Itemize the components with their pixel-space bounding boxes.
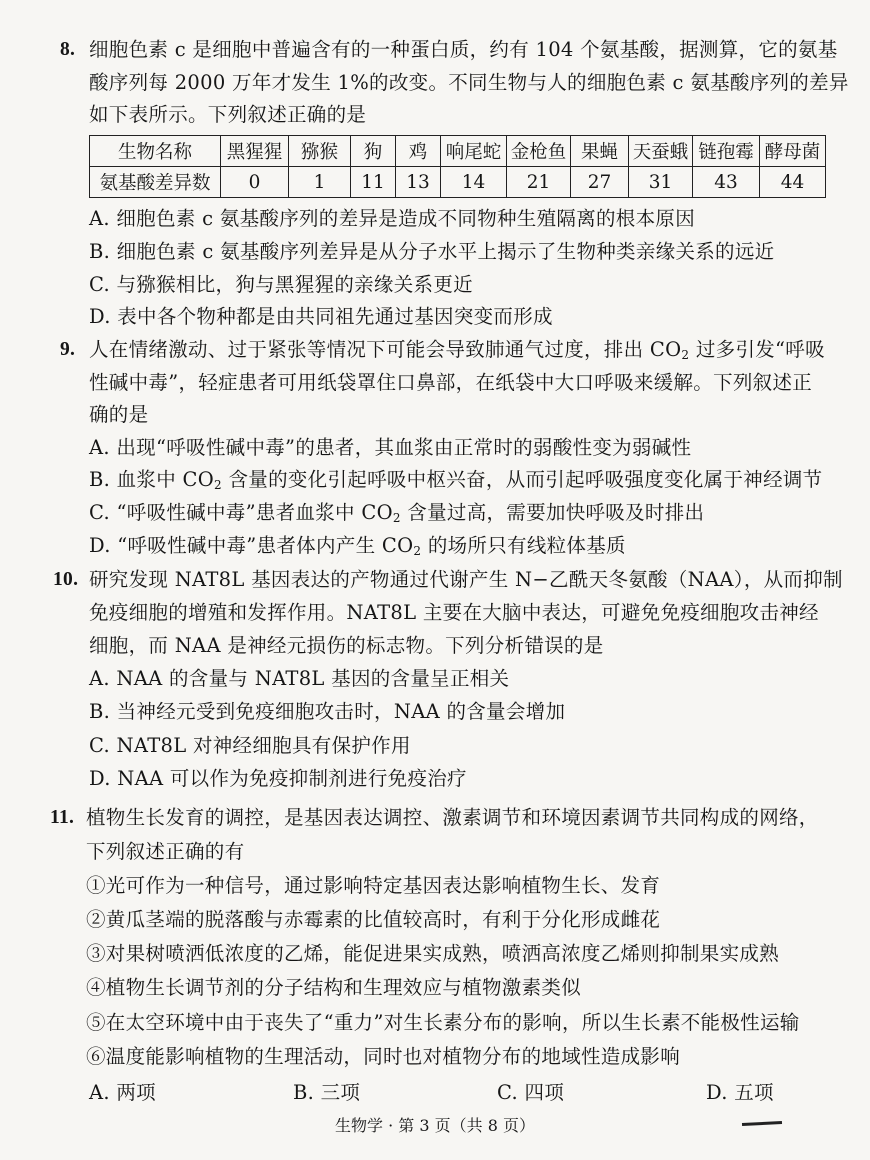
statement-item: ⑤在太空环境中由于丧失了“重力”对生长素分布的影响，所以生长素不能极性运输 bbox=[86, 1011, 800, 1034]
question-text-line: 研究发现 NAT8L 基因表达的产物通过代谢产生 N−乙酰天冬氨酸（NAA），从而抑制 bbox=[89, 568, 843, 591]
question-text-line: 如下表所示。下列叙述正确的是 bbox=[89, 103, 367, 126]
option-b: B. 三项 bbox=[293, 1081, 361, 1104]
table-cell: 31 bbox=[629, 167, 693, 198]
table-data-row bbox=[90, 167, 826, 198]
question-number: 8. bbox=[60, 39, 76, 60]
table-cell: 响尾蛇 bbox=[441, 136, 507, 167]
option-c: C. “呼吸性碱中毒”患者血浆中 $CO_2$ 含量过高，需要加快呼吸及时排出 bbox=[89, 501, 705, 525]
table-cell: 氨基酸差异数 bbox=[90, 167, 221, 198]
page-footer: 生物学 · 第 3 页（共 8 页） bbox=[335, 1116, 535, 1135]
statement-item: ①光可作为一种信号，通过影响特定基因表达影响植物生长、发育 bbox=[86, 874, 661, 897]
question-text-line: 人在情绪激动、过于紧张等情况下可能会导致肺通气过度，排出 $CO_2$ 过多引发“呼吸 bbox=[89, 338, 825, 362]
option-d: D. NAA 可以作为免疫抑制剂进行免疫治疗 bbox=[89, 767, 467, 790]
table-cell: 27 bbox=[571, 167, 629, 198]
table-cell: 43 bbox=[693, 167, 760, 198]
option-d: D. “呼吸性碱中毒”患者体内产生 $CO_2$ 的场所只有线粒体基质 bbox=[89, 534, 626, 558]
table-cell: 金枪鱼 bbox=[507, 136, 571, 167]
table-cell: 链孢霉 bbox=[693, 136, 760, 167]
statement-item: ③对果树喷洒低浓度的乙烯，能促进果实成熟，喷洒高浓度乙烯则抑制果实成熟 bbox=[86, 942, 780, 965]
option-c: C. NAT8L 对神经细胞具有保护作用 bbox=[89, 734, 411, 757]
question-text-line: 性碱中毒”，轻症患者可用纸袋罩住口鼻部，在纸袋中大口呼吸来缓解。下列叙述正 bbox=[89, 371, 813, 394]
table-cell: 13 bbox=[396, 167, 441, 198]
statement-item: ④植物生长调节剂的分子结构和生理效应与植物激素类似 bbox=[86, 976, 582, 999]
option-a: A. 两项 bbox=[89, 1081, 156, 1104]
table-cell: 21 bbox=[507, 167, 571, 198]
table-cell: 鸡 bbox=[396, 136, 441, 167]
option-d: D. 五项 bbox=[706, 1081, 774, 1104]
table-cell: 14 bbox=[441, 167, 507, 198]
option-b: B. 当神经元受到免疫细胞攻击时，NAA 的含量会增加 bbox=[89, 700, 566, 723]
table-cell: 黑猩猩 bbox=[221, 136, 289, 167]
question-number: 10. bbox=[53, 569, 79, 590]
question-text-line: 确的是 bbox=[89, 403, 149, 426]
table-cell: 天蚕蛾 bbox=[629, 136, 693, 167]
option-a: A. NAA 的含量与 NAT8L 基因的含量呈正相关 bbox=[89, 667, 510, 690]
question-number: 9. bbox=[60, 339, 76, 360]
option-b: B. 细胞色素 c 氨基酸序列差异是从分子水平上揭示了生物种类亲缘关系的远近 bbox=[89, 240, 775, 263]
statement-item: ②黄瓜茎端的脱落酸与赤霉素的比值较高时，有利于分化形成雌花 bbox=[86, 908, 661, 931]
option-c: C. 与猕猴相比，狗与黑猩猩的亲缘关系更近 bbox=[89, 273, 473, 296]
question-text-line: 免疫细胞的增殖和发挥作用。NAT8L 主要在大脑中表达，可避免免疫细胞攻击神经 bbox=[89, 601, 819, 624]
question-text-line: 下列叙述正确的有 bbox=[86, 840, 245, 863]
table-cell: 44 bbox=[760, 167, 826, 198]
option-a: A. 出现“呼吸性碱中毒”的患者，其血浆由正常时的弱酸性变为弱碱性 bbox=[89, 436, 692, 459]
table-cell: 11 bbox=[351, 167, 396, 198]
question-text-line: 植物生长发育的调控，是基因表达调控、激素调节和环境因素调节共同构成的网络， bbox=[86, 806, 819, 829]
table-cell: 生物名称 bbox=[90, 136, 221, 167]
table-cell: 猕猴 bbox=[289, 136, 351, 167]
table-cell: 0 bbox=[221, 167, 289, 198]
option-d: D. 表中各个物种都是由共同祖先通过基因突变而形成 bbox=[89, 305, 553, 328]
amino-acid-difference-table bbox=[89, 135, 826, 198]
option-a: A. 细胞色素 c 氨基酸序列的差异是造成不同物种生殖隔离的根本原因 bbox=[89, 207, 695, 230]
table-cell: 1 bbox=[289, 167, 351, 198]
option-b: B. 血浆中 $CO_2$ 含量的变化引起呼吸中枢兴奋，从而引起呼吸强度变化属于神经调节 bbox=[89, 468, 823, 492]
table-cell: 酵母菌 bbox=[760, 136, 826, 167]
statement-item: ⑥温度能影响植物的生理活动，同时也对植物分布的地域性造成影响 bbox=[86, 1045, 681, 1068]
table-cell: 狗 bbox=[351, 136, 396, 167]
question-text-line: 细胞，而 NAA 是神经元损伤的标志物。下列分析错误的是 bbox=[89, 634, 604, 657]
question-text-line: 细胞色素 c 是细胞中普遍含有的一种蛋白质，约有 104 个氨基酸，据测算，它的氨基 bbox=[89, 38, 838, 61]
table-cell: 果蝇 bbox=[571, 136, 629, 167]
table-header-row bbox=[90, 136, 826, 167]
option-c: C. 四项 bbox=[497, 1081, 565, 1104]
question-text-line: 酸序列每 2000 万年才发生 1%的改变。不同生物与人的细胞色素 c 氨基酸序列的差异 bbox=[89, 71, 849, 94]
question-number: 11. bbox=[50, 807, 75, 828]
